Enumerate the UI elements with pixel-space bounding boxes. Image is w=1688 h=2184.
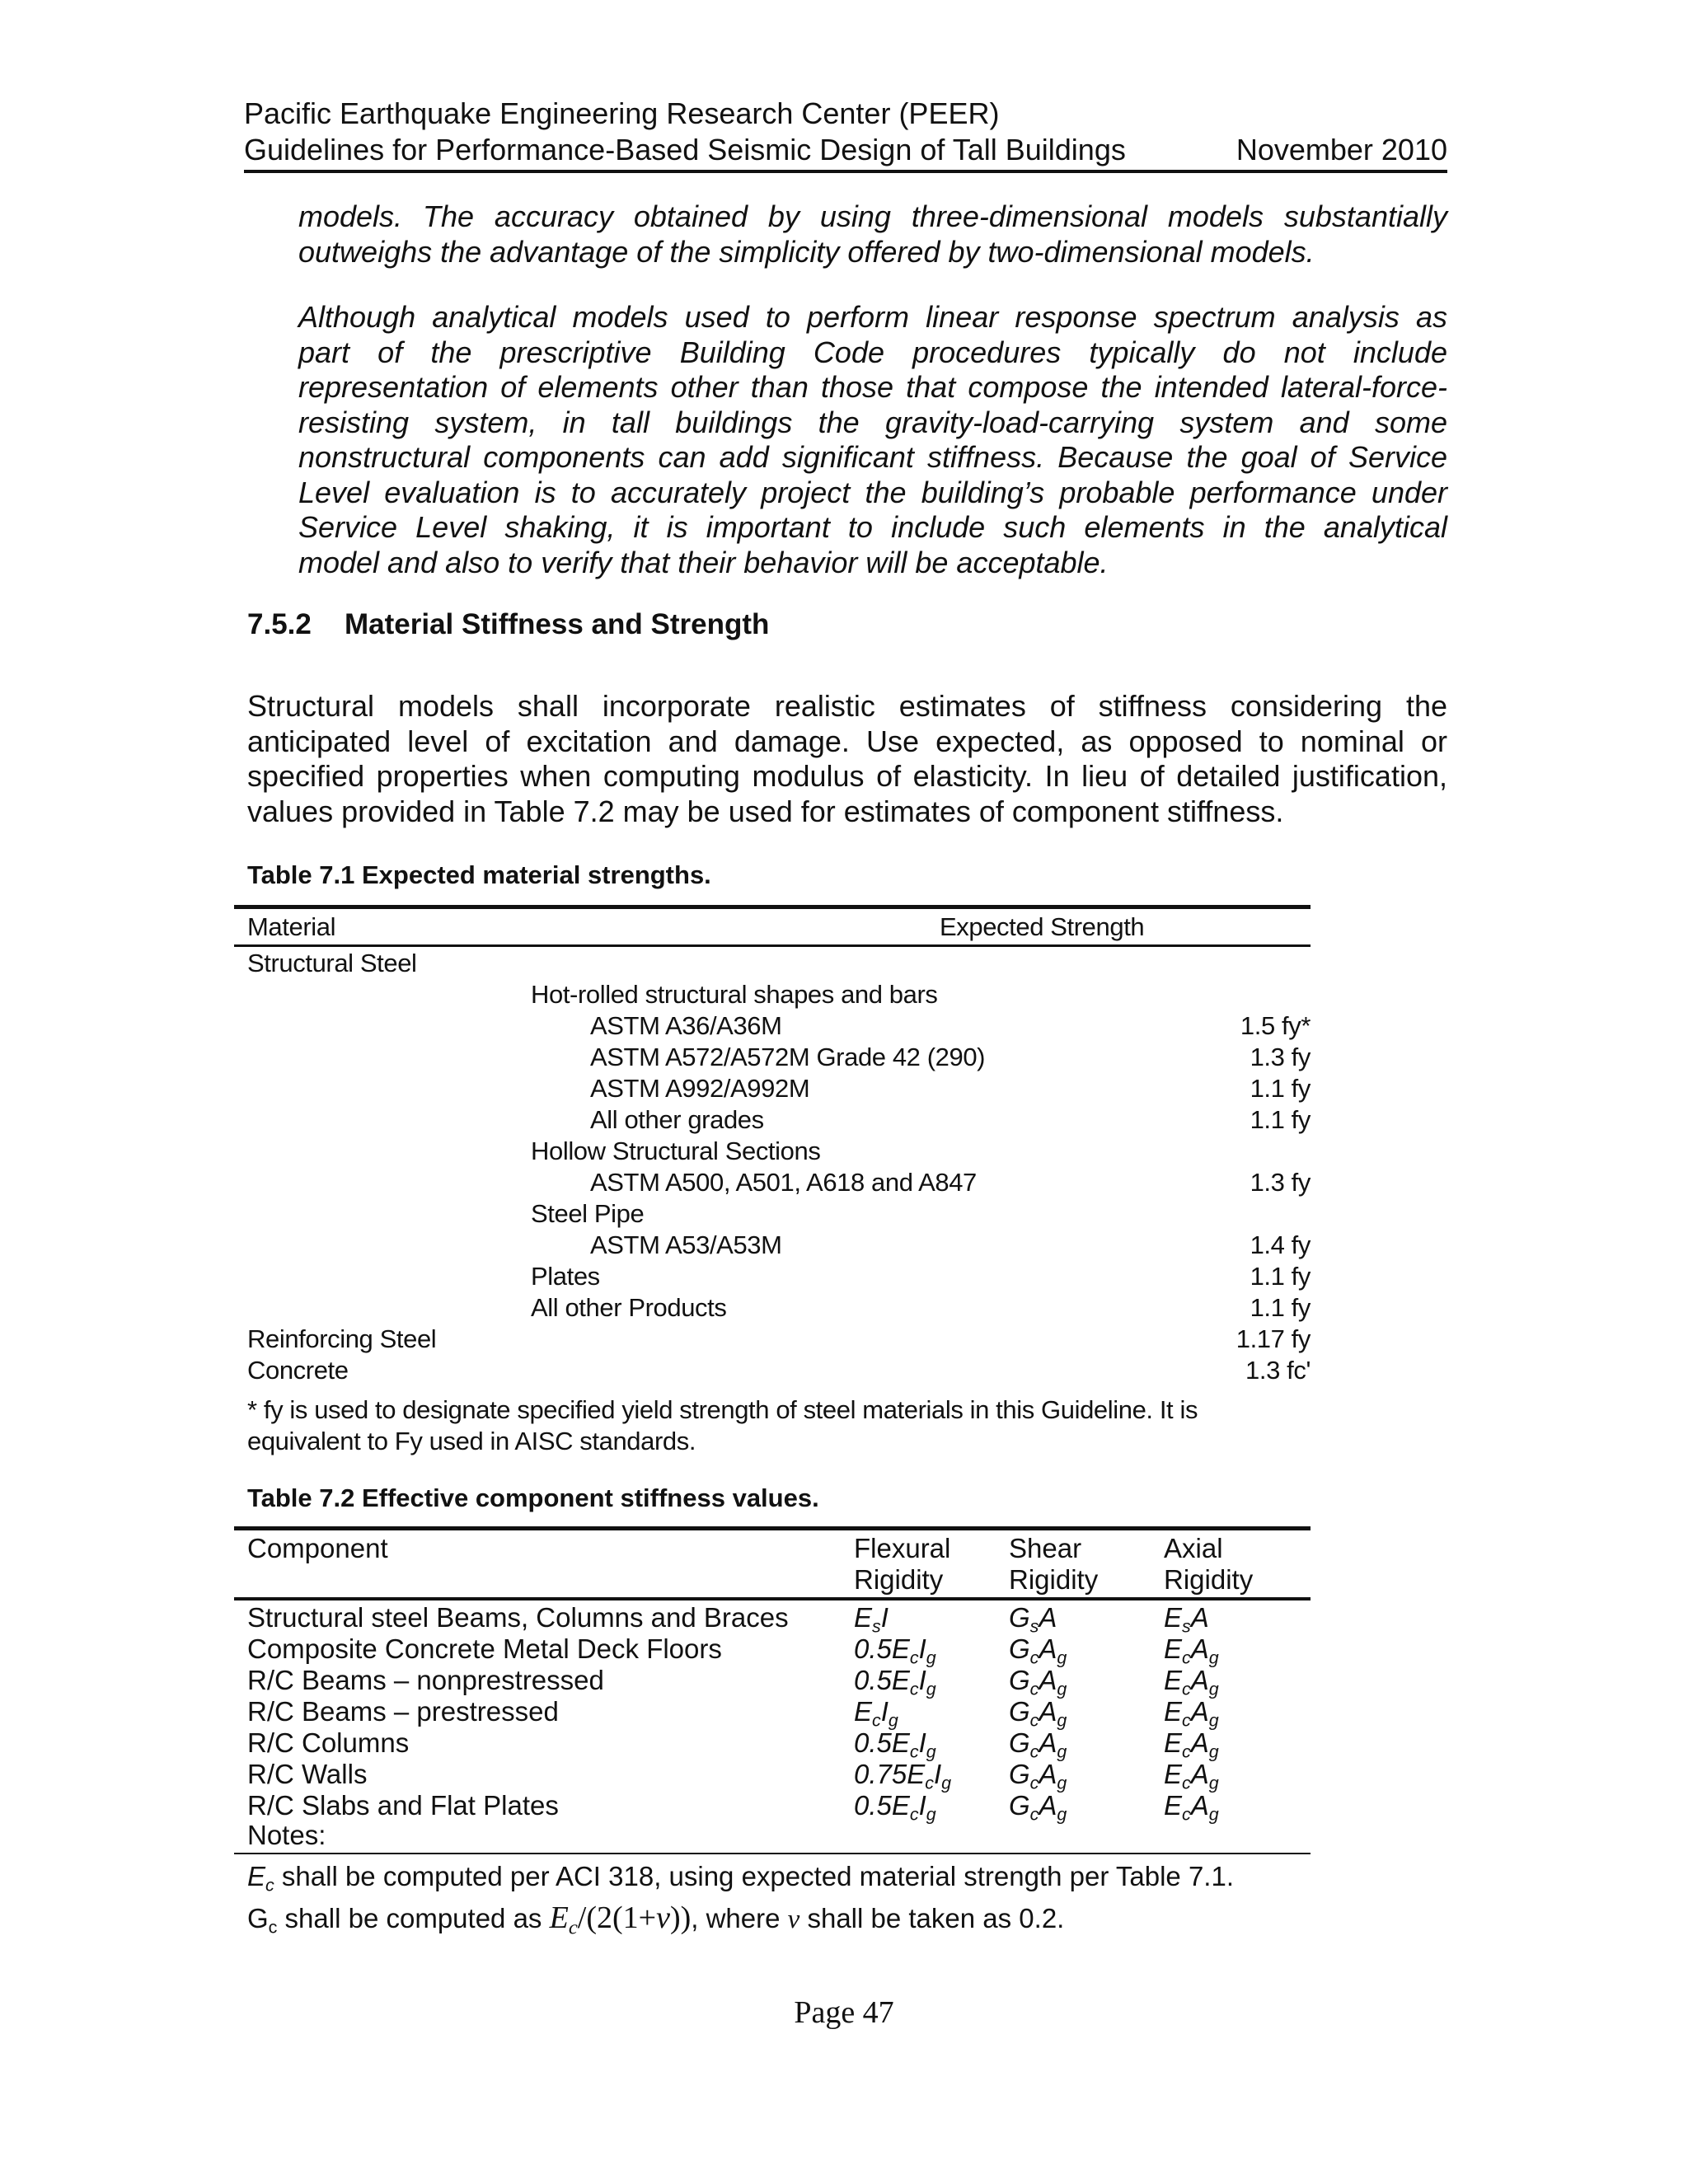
header-org: Pacific Earthquake Engineering Research Center (PEER): [244, 96, 1000, 130]
symbol: ν: [787, 1905, 800, 1934]
table1-row-value: 1.1 fy: [1250, 1293, 1311, 1322]
table2-cell-component: R/C Beams – nonprestressed: [247, 1665, 604, 1695]
symbol: $E_c$: [247, 1861, 274, 1896]
text-line: specified properties when computing modulus of elasticity. In lieu of detailed justification,: [247, 759, 1447, 793]
table1-row-value: 1.3 fy: [1250, 1043, 1311, 1071]
header-title: Guidelines for Performance-Based Seismic Design of Tall Buildings: [244, 133, 1126, 166]
table1-row-label: Concrete: [247, 1356, 349, 1385]
header-text: Flexural: [854, 1533, 951, 1563]
table2-cell-shear: $G_cA_g$: [1009, 1727, 1067, 1762]
commentary-paragraph-1: [298, 199, 1447, 269]
table2-cell-axial: $E_sA$: [1164, 1602, 1209, 1637]
text-line: nonstructural components can add significant stiffness. Because the goal of Service: [298, 440, 1447, 474]
table1-row-label: All other Products: [531, 1293, 727, 1322]
table2-cell-component: Structural steel Beams, Columns and Braces: [247, 1602, 789, 1633]
table1-row-label: ASTM A53/A53M: [590, 1230, 782, 1259]
text-line: resisting system, in tall buildings the gravity-load-carrying system and some: [298, 405, 1447, 439]
table1-row-value: 1.3 fy: [1250, 1168, 1311, 1197]
table2-cell-shear: $G_cA_g$: [1009, 1665, 1067, 1699]
text-line: Level evaluation is to accurately project the building’s probable performance under: [298, 475, 1447, 509]
table1-row-value: 1.1 fy: [1250, 1105, 1311, 1134]
text-line: part of the prescriptive Building Code procedures typically do not include: [298, 335, 1447, 369]
header-text: Rigidity: [854, 1564, 944, 1595]
table1-row-label: Hollow Structural Sections: [531, 1137, 821, 1165]
table2-cell-flexural: $E_cI_g$: [854, 1696, 898, 1731]
table1-row-label: Steel Pipe: [531, 1199, 645, 1228]
header-text: Axial: [1164, 1533, 1223, 1563]
text-line: outweighs the advantage of the simplicity offered by two-dimensional models.: [298, 234, 1315, 269]
table1-header-material: Material: [247, 912, 336, 941]
table1-header-strength: Expected Strength: [940, 912, 1145, 941]
text-line: anticipated level of excitation and damage. Use expected, as opposed to nominal or: [247, 724, 1447, 758]
table2-cell-axial: $E_cA_g$: [1164, 1696, 1219, 1731]
table2-note-2: [247, 1900, 1065, 1939]
table1-row-value: 1.4 fy: [1250, 1230, 1311, 1259]
table2-header-component: Component: [247, 1533, 388, 1563]
text-line: model and also to verify that their behavior will be acceptable.: [298, 545, 1109, 579]
table1-caption: Table 7.1 Expected material strengths.: [247, 860, 711, 889]
table1-footnote-line-2: equivalent to Fy used in AISC standards.: [247, 1427, 696, 1455]
table1-footnote-line-1: * fy is used to designate specified yield strength of steel materials in this Guideline. It is: [247, 1395, 1198, 1424]
page-number: Page 47: [794, 1995, 894, 2030]
table2-top-rule: [234, 1526, 1311, 1530]
table1-row-label: ASTM A500, A501, A618 and A847: [590, 1168, 977, 1197]
table1-row-label: Reinforcing Steel: [247, 1324, 437, 1353]
table1-row-value: 1.5 fy*: [1240, 1011, 1311, 1040]
table1-row-value: 1.1 fy: [1250, 1074, 1311, 1103]
table2-cell-axial: $E_cA_g$: [1164, 1727, 1219, 1762]
section-number: 7.5.2: [247, 608, 312, 640]
table1-row-value: 1.17 fy: [1236, 1324, 1311, 1353]
table2-bottom-rule: [234, 1853, 1311, 1854]
table2-header-flexural: [854, 1533, 950, 1596]
table1-row-label: Plates: [531, 1262, 600, 1291]
table1-row-label: ASTM A36/A36M: [590, 1011, 782, 1040]
section-body: [247, 689, 1447, 829]
table2-header-axial: [1164, 1533, 1253, 1596]
table2-cell-shear: $G_cA_g$: [1009, 1633, 1067, 1668]
table2-header-rule: [234, 1597, 1311, 1601]
text-line: representation of elements other than those that compose the intended lateral-force-: [298, 370, 1447, 404]
text-line: values provided in Table 7.2 may be used for estimates of component stiffness.: [247, 794, 1284, 828]
table1-row-label: ASTM A992/A992M: [590, 1074, 810, 1103]
table2-cell-component: R/C Beams – prestressed: [247, 1696, 559, 1727]
table1-row-label: Hot-rolled structural shapes and bars: [531, 980, 938, 1009]
table2-cell-axial: $E_cA_g$: [1164, 1633, 1219, 1668]
header-text: Rigidity: [1164, 1564, 1254, 1595]
text-line: Although analytical models used to perform linear response spectrum analysis as: [298, 300, 1447, 334]
table2-cell-axial: $E_cA_g$: [1164, 1790, 1219, 1825]
table2-cell-shear: $G_cA_g$: [1009, 1790, 1067, 1825]
header-text: Shear: [1009, 1533, 1082, 1563]
table2-cell-shear: $G_cA_g$: [1009, 1759, 1067, 1793]
text-line: models. The accuracy obtained by using three-dimensional models substantially: [298, 199, 1447, 233]
table2-cell-flexural: $0.5E_cI_g$: [854, 1633, 936, 1668]
table1-row-value: 1.1 fy: [1250, 1262, 1311, 1291]
table2-cell-shear: $G_sA$: [1009, 1602, 1057, 1637]
table2-cell-flexural: $0.5E_cI_g$: [854, 1727, 936, 1762]
table2-cell-shear: $G_cA_g$: [1009, 1696, 1067, 1731]
header-date: November 2010: [1236, 133, 1447, 166]
table2-cell-flexural: $0.5E_cI_g$: [854, 1665, 936, 1699]
table2-header-shear: [1009, 1533, 1098, 1596]
table2-cell-flexural: $0.5E_cI_g$: [854, 1790, 936, 1825]
text: shall be computed per ACI 318, using expected material strength per Table 7.1.: [274, 1861, 1234, 1891]
table2-cell-axial: $E_cA_g$: [1164, 1759, 1219, 1793]
text: $G_c$ shall be computed as: [247, 1903, 550, 1938]
table2-notes-label: Notes:: [247, 1820, 326, 1850]
text-line: Structural models shall incorporate realistic estimates of stiffness considering the: [247, 689, 1447, 723]
text: shall be taken as 0.2.: [799, 1903, 1065, 1933]
table2-cell-component: Composite Concrete Metal Deck Floors: [247, 1633, 722, 1664]
table1-top-rule: [234, 905, 1311, 909]
formula: $E_c/(2(1+\nu))$: [549, 1900, 692, 1939]
table1-row-value: 1.3 fc': [1245, 1356, 1311, 1385]
text: , where: [691, 1903, 788, 1933]
table2-cell-component: R/C Walls: [247, 1759, 368, 1789]
section-title: Material Stiffness and Strength: [345, 608, 770, 640]
header-rule: [244, 170, 1447, 173]
table1-row-label: All other grades: [590, 1105, 764, 1134]
table2-caption: Table 7.2 Effective component stiffness values.: [247, 1483, 819, 1512]
table1-header-rule: [234, 944, 1311, 947]
table2-cell-axial: $E_cA_g$: [1164, 1665, 1219, 1699]
commentary-paragraph-2: [298, 300, 1447, 580]
table2-cell-component: R/C Slabs and Flat Plates: [247, 1790, 559, 1821]
table2-cell-flexural: $0.75E_cI_g$: [854, 1759, 952, 1793]
table2-cell-flexural: $E_sI$: [854, 1602, 889, 1637]
table2-cell-component: R/C Columns: [247, 1727, 410, 1758]
header-text: Rigidity: [1009, 1564, 1099, 1595]
table2-note-1: [247, 1861, 1234, 1896]
table1-row-label: Structural Steel: [247, 949, 417, 977]
table1-row-label: ASTM A572/A572M Grade 42 (290): [590, 1043, 986, 1071]
text-line: Service Level shaking, it is important to include such elements in the analytical: [298, 510, 1447, 544]
